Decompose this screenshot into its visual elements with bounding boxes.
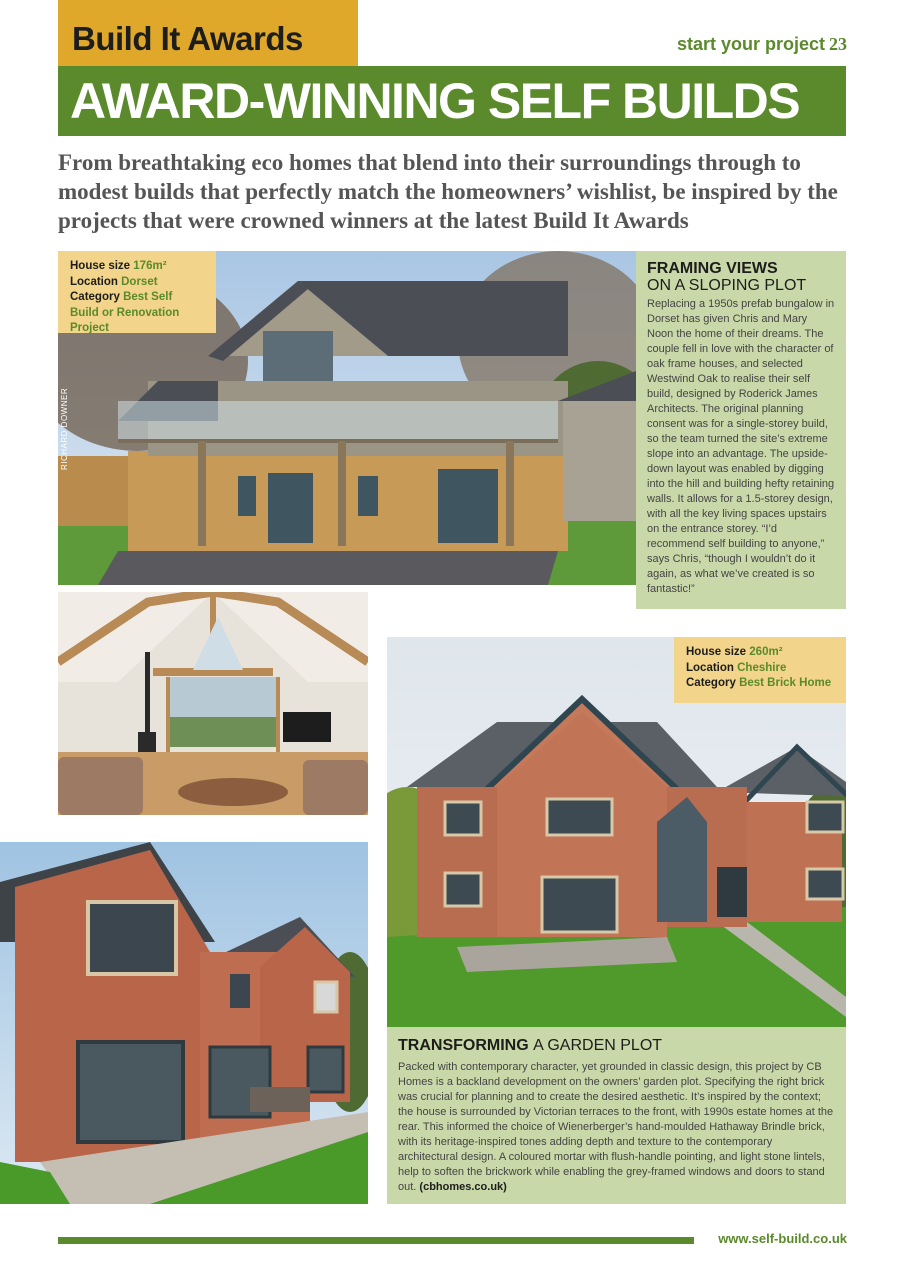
- project1-category: Category Best Self Build or Renovation Project: [70, 291, 180, 334]
- cheshire-house-rear-photo: [0, 842, 368, 1204]
- page-title: AWARD-WINNING SELF BUILDS: [70, 73, 800, 129]
- project2-category: Category Best Brick Home: [686, 677, 832, 689]
- project1-size: House size 176m²: [70, 260, 167, 272]
- photo-credit: RICHARD DOWNER: [60, 387, 69, 470]
- project1-body: Replacing a 1950s prefab bungalow in Dorset has given Chris and Mary Noon the home of their dreams. The couple fell in love with the character of oak frame houses, and selected Westwind Oak to realise their self build, designed by Roderick James Architects. The original planning consent was for a single-storey build, so the team turned the site’s extreme slope into an advantage. The upside-down layout was enabled by digging into the hill and building hefty retaining walls. It allows for a 1.5-storey design, with all the key living spaces upstairs on the entrance storey. “I’d recommend self building to anyone,” says Chris, “though I wouldn’t do it again, as what we’ve created is so fantastic!”: [647, 298, 835, 595]
- footer-url[interactable]: www.self-build.co.uk: [718, 1231, 847, 1246]
- project1-story: [636, 251, 846, 609]
- project2-body: Packed with contemporary character, yet grounded in classic design, this project by CB Homes is a backland development on the owners’ garden plot. Specifying the right brick was crucial for planning and to create the desired aesthetic. It’s inspired by the context; the house is surrounded by Victorian terraces to the front, with 1990s estate homes at the rear. This informed the choice of Wienerberger’s hand-moulded Hathaway Brindle brick, with its heritage-inspired tones adding depth and texture to the contemporary architectural design. A coloured mortar with flush-handle pointing, and light stone lintels, help to soften the brickwork while enabling the grey-framed windows and doors to stand out. (cbhomes.co.uk): [398, 1061, 834, 1193]
- section-label: [677, 34, 847, 55]
- project2-heading: TRANSFORMING A GARDEN PLOT: [398, 1037, 663, 1054]
- dorset-interior-photo: [58, 592, 368, 815]
- project1-heading: FRAMING VIEWS ON A SLOPING PLOT: [647, 260, 807, 294]
- standfirst: From breathtaking eco homes that blend into their surroundings through to modest builds that perfectly match the homeowners’ wishlist, be inspired by the projects that were crowned winners at the latest Build It Awards: [58, 150, 838, 233]
- project1-info-box: [58, 251, 216, 333]
- project2-story: [387, 1027, 846, 1204]
- awards-tab-label: Build It Awards: [72, 20, 303, 57]
- project2-location: Location Cheshire: [686, 661, 787, 674]
- title-bar: [58, 66, 846, 136]
- section-name: start your project: [676, 34, 825, 54]
- project2-size: House size 260m²: [686, 646, 783, 658]
- awards-tab: [58, 0, 358, 66]
- cbhomes-link[interactable]: (cbhomes.co.uk): [419, 1181, 507, 1193]
- project2-info-box: [674, 637, 846, 703]
- footer-rule: [58, 1237, 694, 1244]
- project1-location: Location Dorset: [70, 275, 158, 288]
- page-number: 23: [829, 34, 847, 54]
